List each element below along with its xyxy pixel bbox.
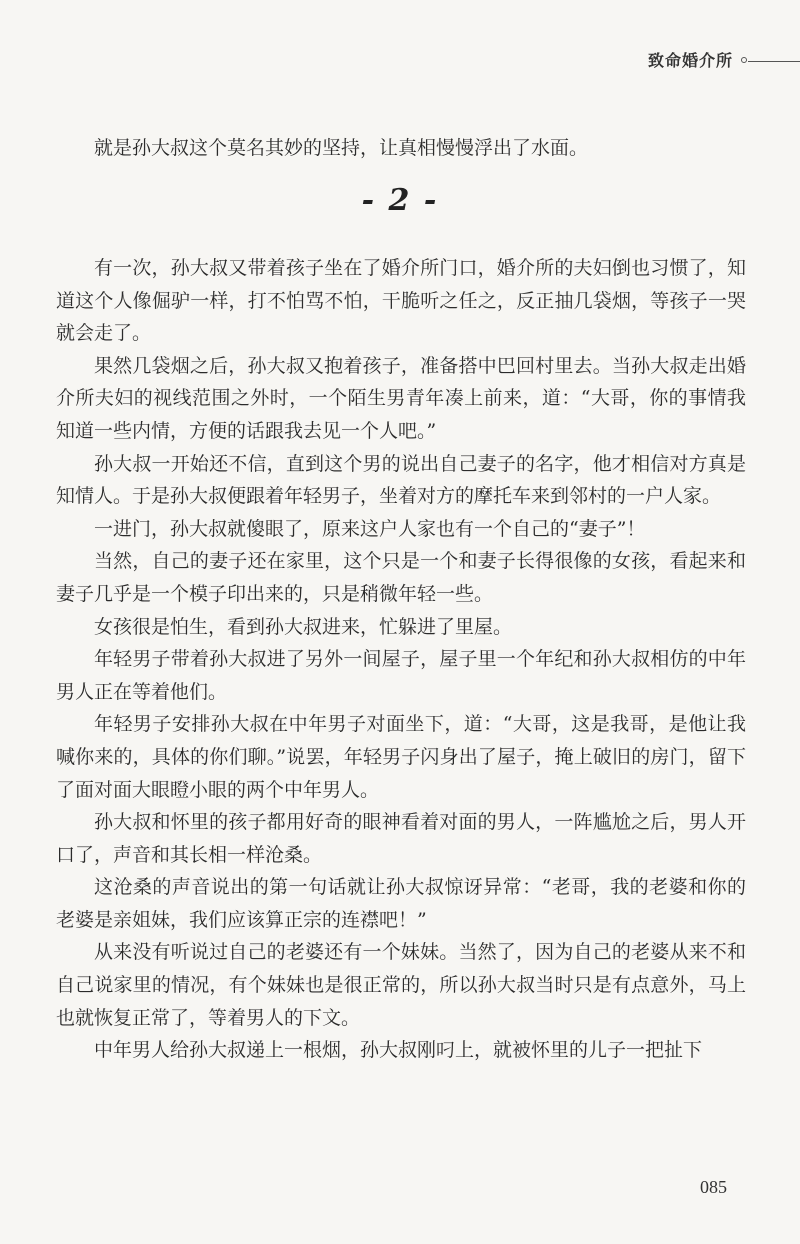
- paragraph: 当然，自己的妻子还在家里，这个只是一个和妻子长得很像的女孩，看起来和妻子几乎是一个模子印出来的，只是稍微年轻一些。: [56, 550, 746, 605]
- paragraph: 从来没有听说过自己的老婆还有一个妹妹。当然了，因为自己的老婆从来不和自己说家里的情况，有个妹妹也是很正常的，所以孙大叔当时只是有点意外，马上也就恢复正常了，等着男人的下文。: [56, 941, 746, 1029]
- header-ornament-dot: [741, 57, 747, 63]
- paragraph: 女孩很是怕生，看到孙大叔进来，忙躲进了里屋。: [94, 615, 513, 638]
- running-header: 致命婚介所: [648, 51, 734, 70]
- paragraph: 中年男人给孙大叔递上一根烟，孙大叔刚叼上，就被怀里的儿子一把扯下: [94, 1039, 703, 1062]
- paragraph: 孙大叔和怀里的孩子都用好奇的眼神看着对面的男人，一阵尴尬之后，男人开口了，声音和其长相一样沧桑。: [56, 811, 746, 866]
- paragraph: 这沧桑的声音说出的第一句话就让孙大叔惊讶异常：“老哥，我的老婆和你的老婆是亲姐妹，我们应该算正宗的连襟吧！”: [56, 876, 746, 931]
- paragraph: 年轻男子带着孙大叔进了另外一间屋子，屋子里一个年纪和孙大叔相仿的中年男人正在等着他们。: [56, 648, 746, 703]
- paragraph: 年轻男子安排孙大叔在中年男子对面坐下，道：“大哥，这是我哥，是他让我喊你来的，具体的你们聊。”说罢，年轻男子闪身出了屋子，掩上破旧的房门，留下了面对面大眼瞪小眼的两个中年男人。: [56, 713, 746, 801]
- body-text: [56, 252, 746, 1067]
- page-number: 085: [700, 1177, 727, 1197]
- paragraph: 有一次，孙大叔又带着孩子坐在了婚介所门口，婚介所的夫妇倒也习惯了，知道这个人像倔驴一样，打不怕骂不怕，干脆听之任之，反正抽几袋烟，等孩子一哭就会走了。: [56, 257, 746, 345]
- header-rule: [748, 61, 800, 62]
- chapter-heading: - 2 -: [361, 183, 439, 218]
- paragraph: 一进门，孙大叔就傻眼了，原来这户人家也有一个自己的“妻子”！: [94, 517, 646, 540]
- paragraph: 孙大叔一开始还不信，直到这个男的说出自己妻子的名字，他才相信对方真是知情人。于是孙大叔便跟着年轻男子，坐着对方的摩托车来到邻村的一户人家。: [56, 452, 746, 508]
- paragraph: 果然几袋烟之后，孙大叔又抱着孩子，准备搭中巴回村里去。当孙大叔走出婚介所夫妇的视线范围之外时，一个陌生男青年凑上前来，道：“大哥，你的事情我知道一些内情，方便的话跟我去见一个人吧。”: [56, 354, 746, 442]
- opening-line: 就是孙大叔这个莫名其妙的坚持，让真相慢慢浮出了水面。: [94, 137, 589, 159]
